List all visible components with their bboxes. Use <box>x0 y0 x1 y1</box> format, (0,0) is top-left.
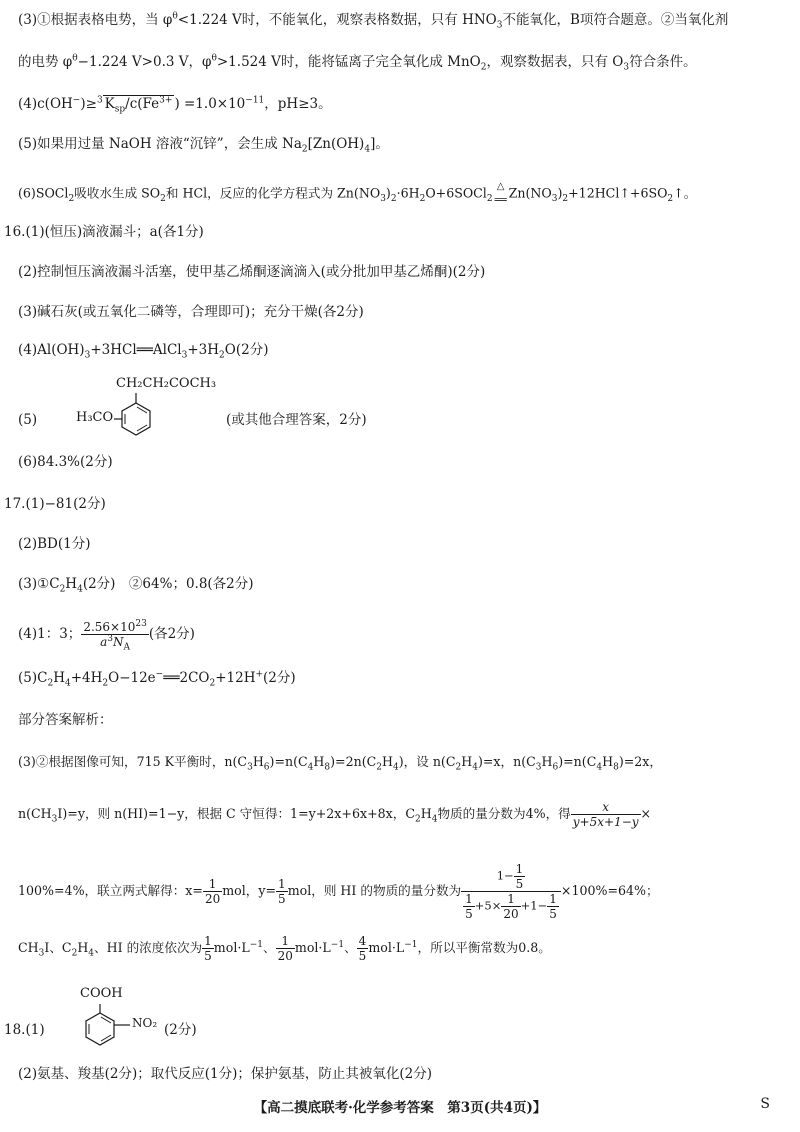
q17-part3: $(3)①C_2H_4(2$分) ②64%；0.8(各2分) <box>18 576 254 595</box>
x-value-fraction: $\frac{1}{20}$ <box>204 877 221 906</box>
methoxyphenyl-butanone-structure <box>70 376 230 438</box>
q16-part1: 16.(1)(恒压)滴液漏斗；a(各1分) <box>4 224 204 240</box>
q17-part4: (4)1：3； $\frac{2.56\times 10^{23}}{a^3N_A}$ (各2分) <box>18 619 195 653</box>
methoxy-label: H₃CO <box>76 410 114 425</box>
q16-part2: (2)控制恒压滴液漏斗活塞，使甲基乙烯酮逐滴滴入(或分批加甲基乙烯酮)(2分) <box>18 264 486 280</box>
benzene-ring-icon <box>70 376 230 438</box>
q17-part1: 17.(1)−81(2分) <box>4 496 106 512</box>
q15-part5: (5)如果用过量 NaOH 溶液“沉锌”，会生成 $Na_2[Zn(OH)_4]$。 <box>18 136 389 155</box>
partial-answer-heading: 部分答案解析： <box>18 712 113 728</box>
q17-explain-line3: 100%=4%，联立两式解得：x= $\frac{1}{20}$ mol，y= $\frac{1}{5}$ mol，则 HI 的物质的量分数为 1− $\frac{1}{5}$ $\frac{1}{5}$ +5× $\frac{1}{20}$ +1− $\frac{1}{5}$ ×100%=64%； <box>18 862 659 921</box>
q16-part6: (6)84.3%(2分) <box>18 454 113 470</box>
density-fraction: $\frac{2.56\times 10^{23}}{a^3N_A}$ <box>83 619 147 653</box>
q18-part2: (2)氨基、羧基(2分)；取代反应(1分)；保护氨基，防止其被氧化(2分) <box>18 1066 432 1082</box>
q17-part5: $(5)C_2H_4+4H_2O-12e^-══2CO_2+12H^+(2$分) <box>18 669 296 689</box>
q17-explain-line1: (3)②根据图像可知，715 K平衡时，$n(C_3H_6)=n(C_4H_8)=2n(C_2H_4)$，设 $n(C_2H_4)=x$，$n(C_3H_6)=n(C_4H_8)=2x$， <box>18 754 662 773</box>
q15-part6: (6)SOCl$_2$吸收水生成 $SO_2$和 HCl，反应的化学方程式为 $Zn(NO_3)_2\cdot 6H_2O+6SOCl_2$ △ ══ $Zn(NO_3)_2+12HCl↑+6SO_2↑$。 <box>18 181 697 206</box>
q15-part4: (4)c(OH−)≥$^3$ $K_{sp}/c(Fe^{3+}$ ) $=1.0\times 10^{-11}$，pH≥3。 <box>18 95 332 115</box>
benzene-ring-icon <box>66 986 186 1052</box>
q18-part1-score: (2分) <box>164 1022 197 1038</box>
q17-explain-line2: $n(CH_3I)=y$，则 n(HI)=1−y，根据 C 守恒得：1=y+2x+6x+8x，$C_2H_4$物质的量分数为4%，得 $\frac{x}{y+5x+1-y}$ × <box>18 800 652 829</box>
q16-part3: (3)碱石灰(或五氧化二磷等，合理即可)；充分干燥(各2分) <box>18 304 364 320</box>
q16-part5-label: (5) <box>18 412 38 428</box>
page-footer: 【高二摸底联考·化学参考答案 第3页(共4页)】 <box>253 1100 547 1116</box>
no2-label: NO₂ <box>132 1016 158 1030</box>
y-value-fraction: $\frac{1}{5}$ <box>278 877 286 906</box>
cube-root: $K_{sp}/c(Fe^{3+}$ <box>104 95 173 115</box>
hi-fraction: 1− $\frac{1}{5}$ $\frac{1}{5}$ +5× $\frac{1}{20}$ +1− $\frac{1}{5}$ <box>461 862 561 921</box>
q16-part5-note: (或其他合理答案，2分) <box>226 412 367 428</box>
heat-arrow: △ ══ <box>494 181 507 206</box>
q15-part3-line1: (3)①根据表格电势，当 $\varphi^\theta<1.224$ V时，不能氧化，观察表格数据，只有 $HNO_3$不能氧化，B项符合题意。②当氧化剂 <box>18 11 729 31</box>
q16-part4: $(4)Al(OH)_3+3HCl══AlCl_3+3H_2O(2$分) <box>18 342 269 361</box>
q17-explain-line4: $CH_3I$、$C_2H_4$、HI 的浓度依次为 $\frac{1}{5}$ $mol\cdot L^{-1}$、 $\frac{1}{20}$ $mol\cdot L^{-1}$、 $\frac{4}{5}$ $mol\cdot L^{-1}$，所以平衡常数为0.8。 <box>18 934 551 963</box>
q17-part2: (2)BD(1分) <box>18 536 91 552</box>
q15-part3-line2: 的电势 $\varphi^\theta-1.224$ V>0.3 V，$\varphi^\theta>1.524$ V时，能将锰离子完全氧化成 MnO$_2$，观察数据表，只有 $O_3$符合条件。 <box>18 53 697 73</box>
cooh-label: COOH <box>80 986 123 1001</box>
ethylene-fraction: $\frac{x}{y+5x+1-y}$ <box>572 800 639 829</box>
q18-part1-label: 18.(1) <box>4 1022 45 1038</box>
footer-mark: S <box>760 1096 770 1112</box>
side-chain-label: CH₂CH₂COCH₃ <box>116 376 217 391</box>
nitrobenzoic-acid-structure <box>66 986 186 1052</box>
